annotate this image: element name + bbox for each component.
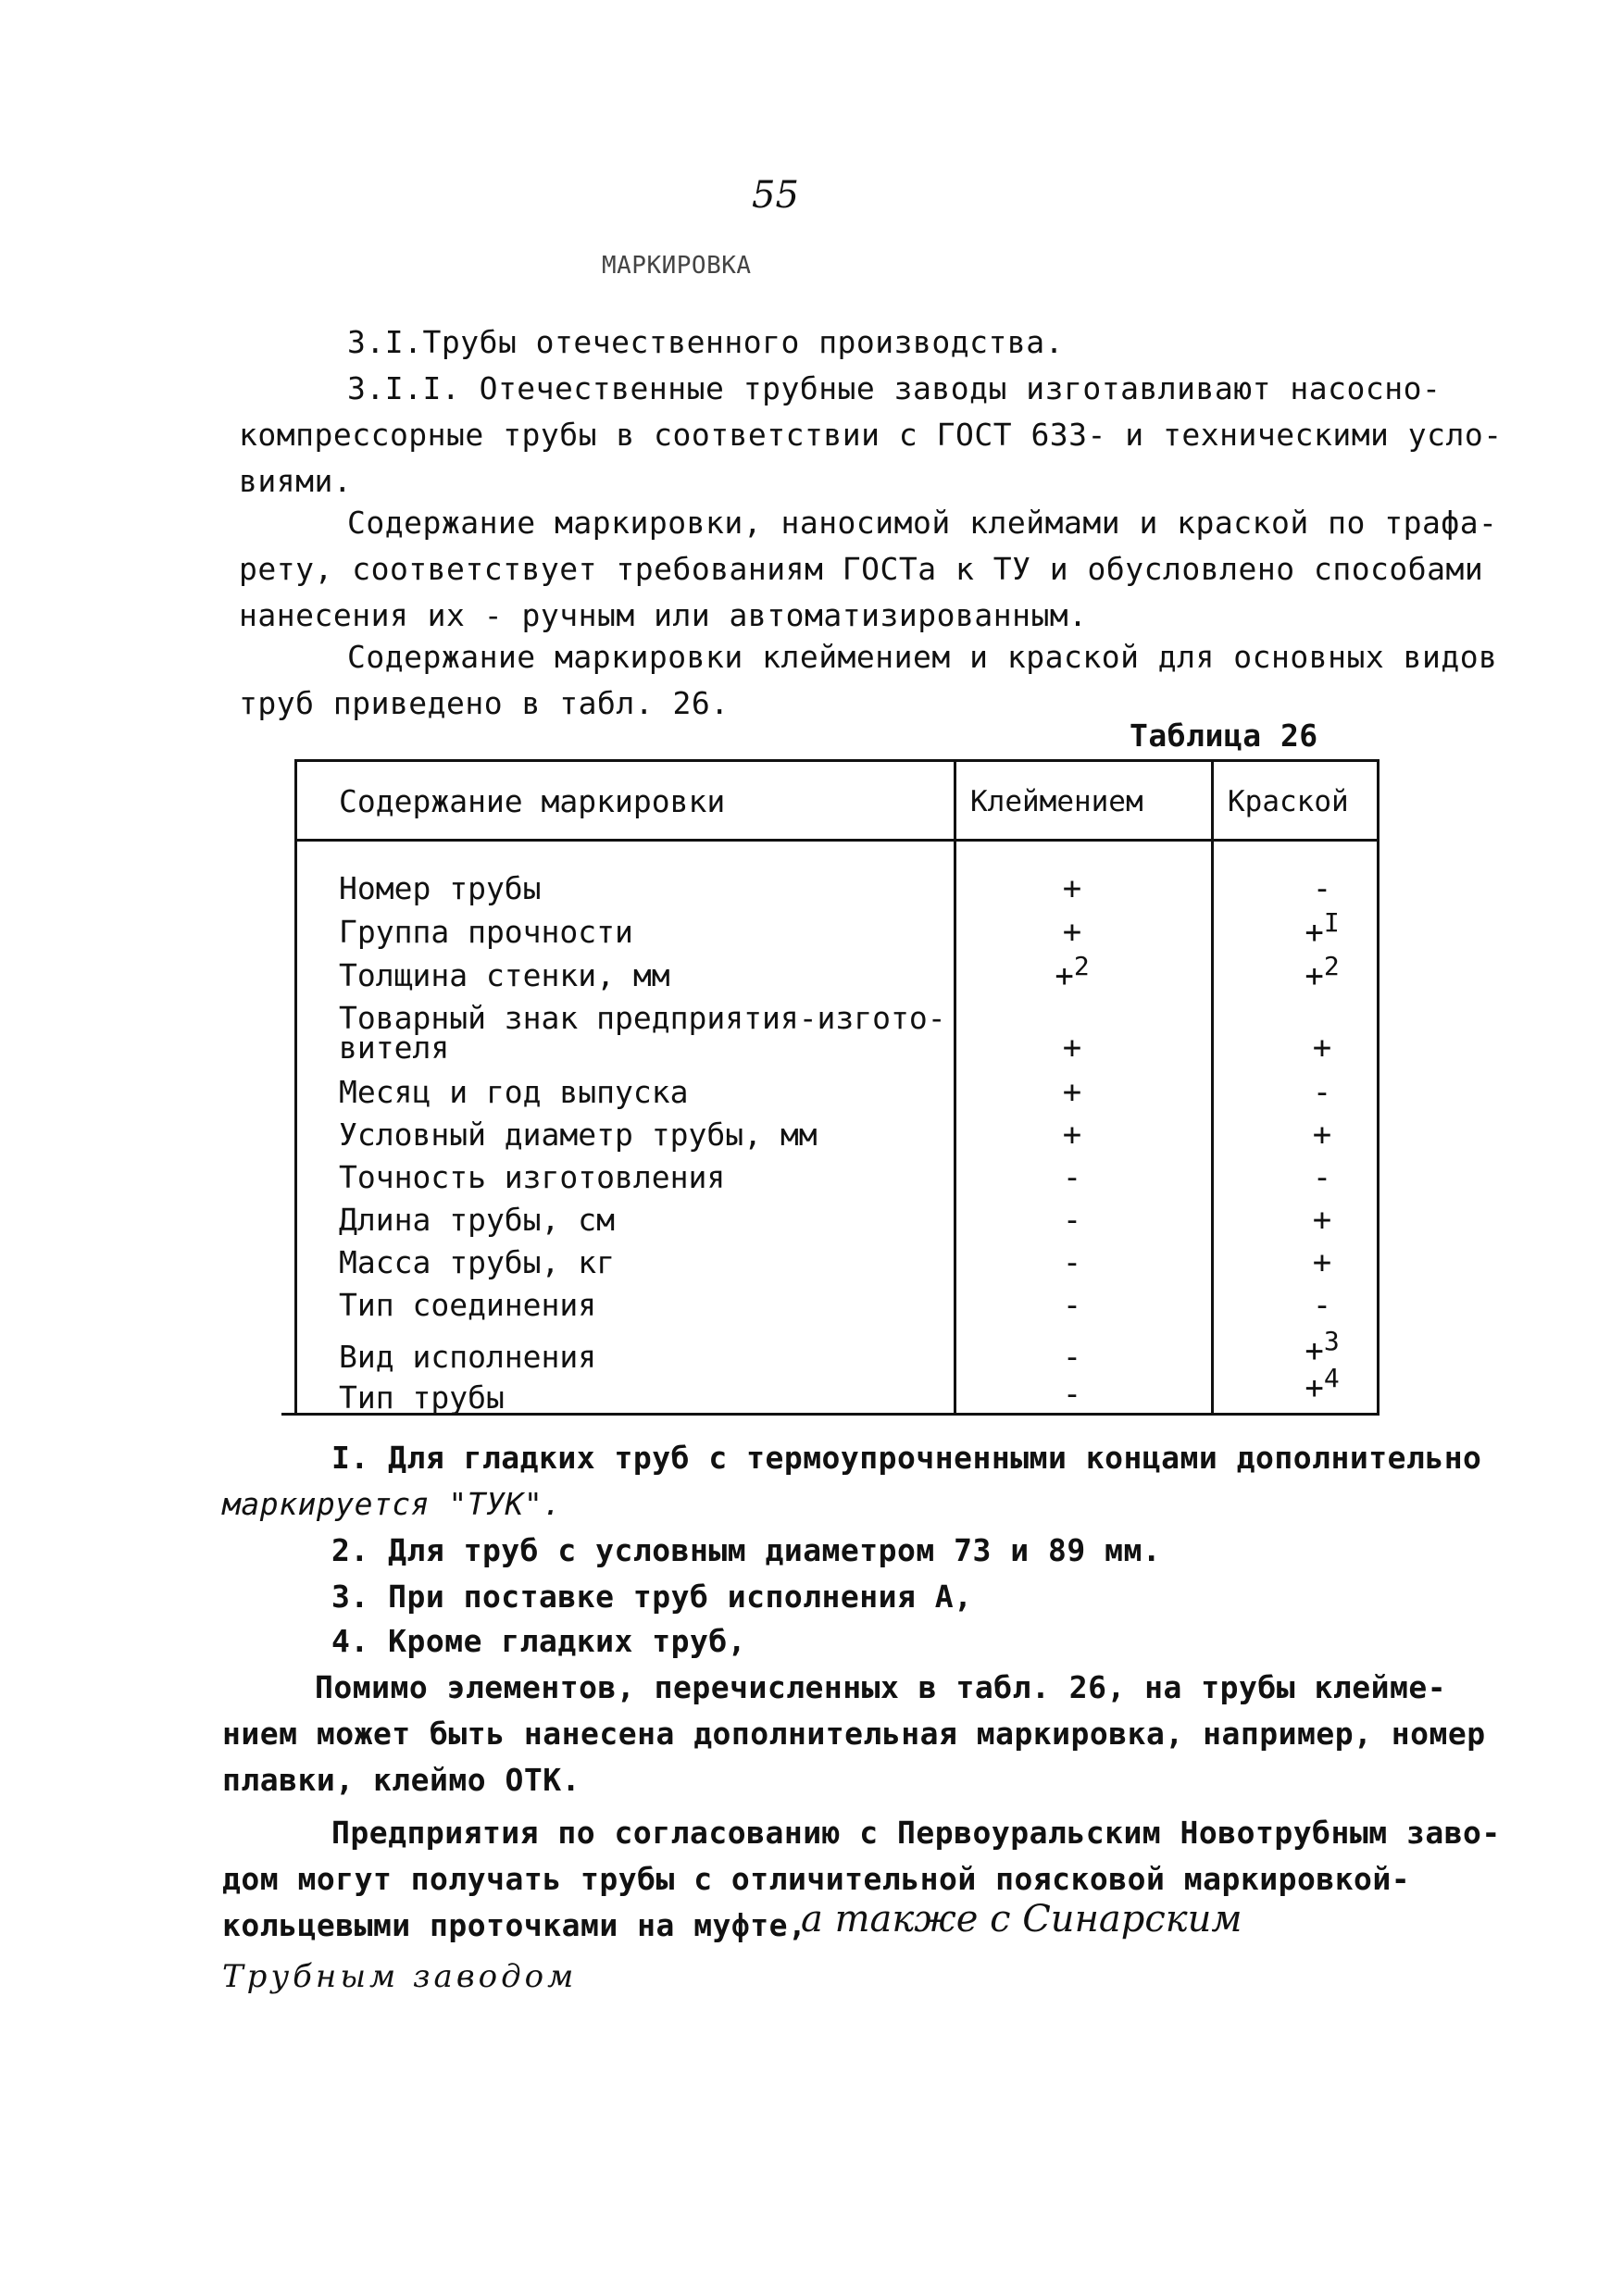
table-col-divider-2	[1211, 759, 1214, 1416]
mark-value: +	[1305, 957, 1324, 995]
row-label: Номер трубы	[339, 870, 542, 906]
row-label: Тип соединения	[339, 1287, 597, 1323]
mark-value: +	[1305, 1332, 1324, 1370]
table-col-divider-1	[954, 759, 956, 1416]
row-label: Длина трубы, см	[339, 1202, 616, 1238]
footnote-ref: 3	[1323, 1326, 1340, 1356]
footnote-1-line-1: I. Для гладких труб с термоупрочненными концами дополнительно	[331, 1440, 1482, 1476]
cell-paint: -	[1312, 1074, 1332, 1111]
mark-value: +	[1055, 957, 1074, 995]
footnote-ref: 4	[1323, 1363, 1340, 1393]
cell-stamping: +	[1062, 1074, 1082, 1111]
cell-stamping: +	[1062, 1117, 1082, 1154]
marking-table	[294, 759, 1380, 1418]
para-5-line-2: дом могут получать трубы с отличительной поясковой маркировкой-	[222, 1861, 1411, 1897]
table-right-border	[1377, 759, 1380, 1416]
para-5-line-3: кольцевыми проточками на муфте,	[222, 1907, 807, 1943]
header-content: Содержание маркировки	[339, 783, 726, 819]
cell-paint	[1294, 907, 1350, 951]
table-caption: Таблица 26	[1130, 718, 1318, 754]
row-label: Условный диаметр трубы, мм	[339, 1117, 818, 1153]
handwritten-note-line-1: а также с Синарским	[801, 1898, 1242, 1940]
header-paint: Краской	[1228, 785, 1349, 818]
heading-3-1: 3.I.Трубы отечественного производства.	[347, 324, 1064, 360]
cell-stamping: -	[1062, 1339, 1082, 1376]
para-3-line-1: Содержание маркировки клеймением и краской для основных видов	[347, 639, 1498, 675]
cell-stamping: -	[1062, 1244, 1082, 1281]
para-4-line-1: Помимо элементов, перечисленных в табл. 26, на трубы клейме-	[315, 1669, 1447, 1705]
para-3-line-2: труб приведено в табл. 26.	[239, 685, 730, 721]
footnote-ref: I	[1323, 907, 1340, 938]
cell-paint: +	[1312, 1029, 1332, 1067]
cell-paint: -	[1312, 1287, 1332, 1324]
row-label-continued: вителя	[339, 1029, 450, 1066]
row-label: Масса трубы, кг	[339, 1244, 616, 1280]
footnote-1-line-2: маркируется "ТУК".	[222, 1486, 562, 1522]
row-label: Толщина стенки, мм	[339, 957, 670, 993]
row-label: Точность изготовления	[339, 1159, 726, 1195]
cell-stamping: +	[1062, 914, 1082, 951]
para-2-line-1: Содержание маркировки, наносимой клеймами и краской по трафа-	[347, 505, 1498, 541]
cell-paint	[1294, 1363, 1350, 1406]
table-left-border	[294, 759, 297, 1416]
cell-stamping: -	[1062, 1159, 1082, 1196]
mark-value: +	[1305, 914, 1324, 952]
handwritten-note-line-2: Трубным заводом	[222, 1958, 578, 1995]
row-label: Тип трубы	[339, 1379, 505, 1416]
row-label: Месяц и год выпуска	[339, 1074, 689, 1110]
cell-stamping: -	[1062, 1376, 1082, 1413]
para-2-line-2: рету, соответствует требованиям ГОСТа к ТУ и обусловлено способами	[239, 551, 1484, 587]
para-3-1-1-line-1: 3.I.I. Отечественные трубные заводы изготавливают насосно-	[347, 370, 1442, 406]
table-top-border	[294, 759, 1380, 762]
para-3-1-1-line-2: компрессорные трубы в соответствии с ГОСТ 633- и техническими усло-	[239, 417, 1503, 453]
row-label: Вид исполнения	[339, 1339, 597, 1375]
section-title: МАРКИРОВКА	[602, 252, 752, 280]
cell-paint: +	[1312, 1202, 1332, 1239]
cell-paint: +	[1312, 1117, 1332, 1154]
cell-stamping: -	[1062, 1202, 1082, 1239]
footnote-2: 2. Для труб с условным диаметром 73 и 89 мм.	[331, 1532, 1162, 1568]
para-3-1-1-line-3: виями.	[239, 463, 353, 499]
para-4-line-2: нием может быть нанесена дополнительная маркировка, например, номер	[222, 1716, 1486, 1752]
para-4-line-3: плавки, клеймо ОТК.	[222, 1762, 581, 1798]
cell-paint	[1294, 951, 1350, 994]
cell-stamping: +	[1062, 1029, 1082, 1067]
row-label: Группа прочности	[339, 914, 633, 950]
cell-paint: +	[1312, 1244, 1332, 1281]
header-stamping: Клеймением	[970, 785, 1143, 818]
table-header-border	[294, 839, 1380, 842]
page-number: 55	[752, 174, 799, 217]
cell-paint: -	[1312, 1159, 1332, 1196]
cell-paint: -	[1312, 870, 1332, 907]
footnote-4: 4. Кроме гладких труб,	[331, 1623, 747, 1659]
mark-value: +	[1305, 1369, 1324, 1407]
cell-stamping: +	[1062, 870, 1082, 907]
footnote-ref: 2	[1323, 951, 1340, 981]
cell-stamping: -	[1062, 1287, 1082, 1324]
para-2-line-3: нанесения их - ручным или автоматизированным.	[239, 597, 1088, 633]
footnote-3: 3. При поставке труб исполнения А,	[331, 1578, 973, 1615]
row-label: Товарный знак предприятия-изгото-	[339, 1000, 946, 1036]
para-5-line-1: Предприятия по согласованию с Первоуральским Новотрубным заво-	[331, 1815, 1501, 1851]
footnote-ref: 2	[1073, 951, 1090, 981]
cell-stamping	[1044, 951, 1100, 994]
